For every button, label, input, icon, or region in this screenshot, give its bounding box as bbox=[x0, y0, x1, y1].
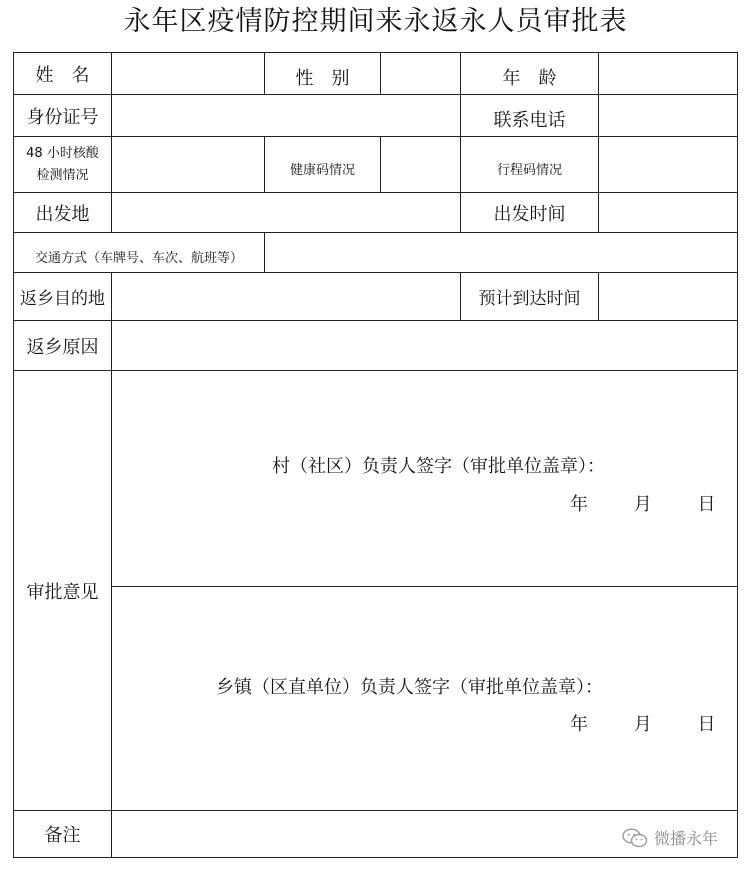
id-number-label: 身份证号 bbox=[26, 106, 99, 128]
col-divider bbox=[598, 136, 599, 192]
village-date bbox=[570, 490, 715, 516]
phone-label: 联系电话 bbox=[493, 109, 566, 131]
village-date-year: 年 bbox=[570, 494, 588, 515]
nucleic-test-label bbox=[14, 137, 111, 192]
township-date-year: 年 bbox=[570, 714, 588, 735]
row-divider bbox=[13, 810, 738, 811]
row-divider bbox=[13, 320, 738, 321]
age-label: 年 龄 bbox=[502, 67, 557, 89]
health-code-label: 健康码情况 bbox=[289, 163, 355, 178]
nucleic-test-label-line1: 48 小时核酸 bbox=[26, 145, 99, 161]
approval-label: 审批意见 bbox=[26, 581, 99, 603]
col-divider bbox=[598, 272, 599, 320]
col-divider bbox=[380, 136, 381, 192]
destination-label: 返乡目的地 bbox=[20, 289, 105, 309]
name-label: 姓 名 bbox=[35, 64, 90, 86]
form-title: 永年区疫情防控期间来永返永人员审批表 bbox=[123, 6, 628, 37]
col-divider bbox=[111, 272, 112, 858]
gender-label: 性 别 bbox=[295, 67, 350, 89]
watermark bbox=[622, 826, 718, 849]
departure-time-label: 出发时间 bbox=[493, 203, 566, 225]
transport-label: 交通方式（车牌号、车次、航班等） bbox=[34, 251, 243, 266]
table-border-top bbox=[13, 52, 738, 53]
arrival-time-label: 预计到达时间 bbox=[478, 289, 581, 309]
reason-label: 返乡原因 bbox=[26, 336, 99, 358]
township-signature-text: 乡镇（区直单位）负责人签字（审批单位盖章）： bbox=[216, 677, 603, 698]
table-border-bottom bbox=[13, 857, 738, 858]
col-divider bbox=[380, 52, 381, 94]
remarks-label: 备注 bbox=[44, 825, 81, 846]
table-border-right bbox=[737, 52, 738, 858]
nucleic-test-label-line2: 检测情况 bbox=[36, 167, 89, 183]
departure-place-label: 出发地 bbox=[35, 203, 90, 225]
township-date bbox=[570, 710, 715, 736]
wechat-icon bbox=[622, 828, 648, 848]
township-date-month: 月 bbox=[633, 714, 652, 735]
row-divider bbox=[13, 370, 738, 371]
col-divider bbox=[598, 192, 599, 232]
township-date-day: 日 bbox=[697, 714, 716, 735]
approval-divider bbox=[112, 586, 738, 587]
village-date-day: 日 bbox=[697, 494, 716, 515]
col-divider bbox=[598, 94, 599, 136]
watermark-text: 微播永年 bbox=[654, 829, 719, 848]
village-signature-text: 村（社区）负责人签字（审批单位盖章）： bbox=[272, 456, 605, 477]
village-date-month: 月 bbox=[633, 494, 652, 515]
col-divider bbox=[264, 232, 265, 272]
col-divider bbox=[111, 52, 112, 232]
trip-code-label: 行程码情况 bbox=[496, 163, 562, 178]
col-divider bbox=[598, 52, 599, 94]
